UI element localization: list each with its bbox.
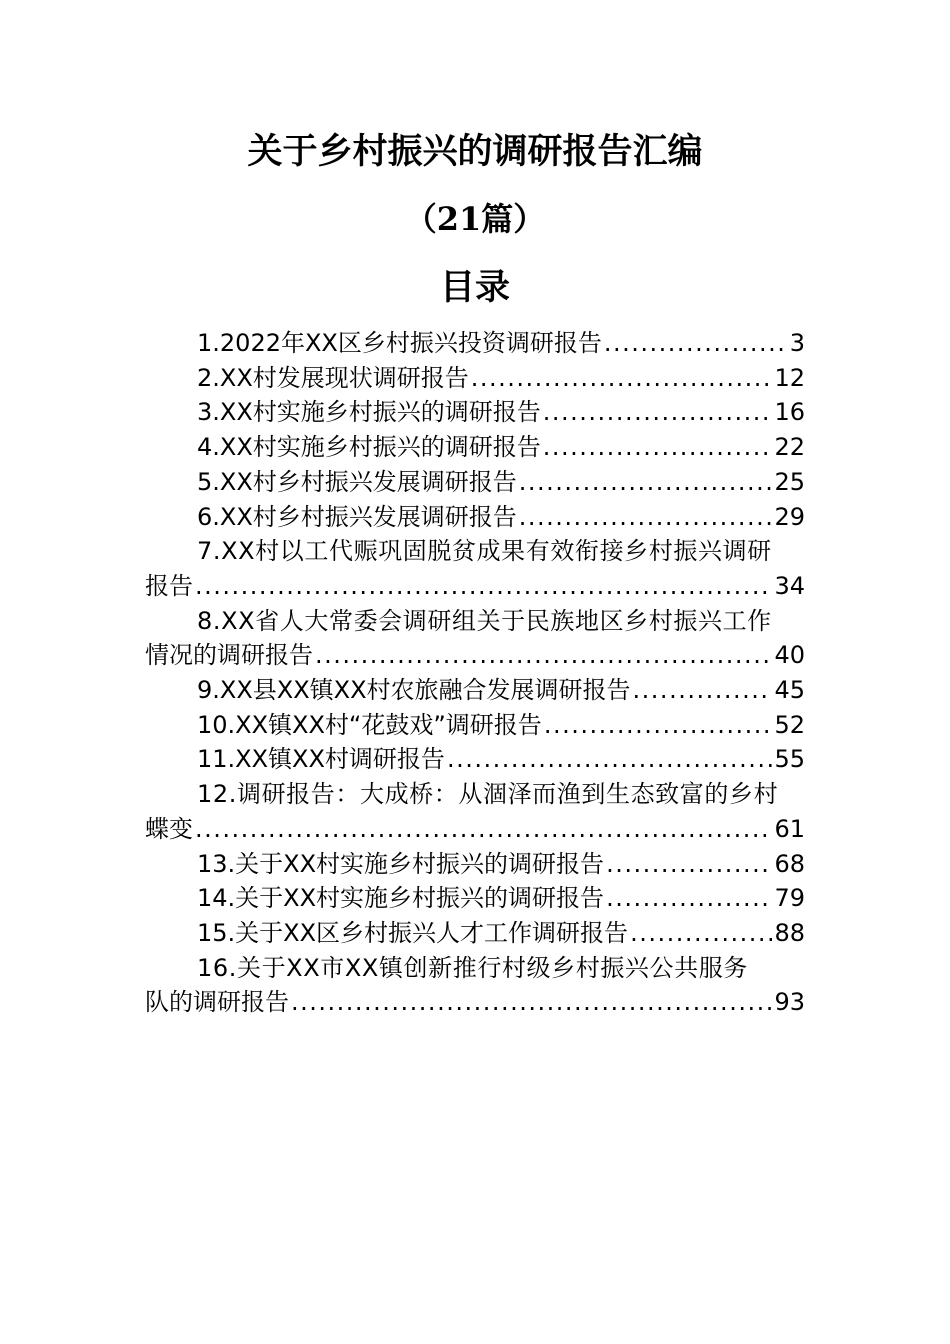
toc-entry[interactable] bbox=[145, 430, 805, 465]
toc-entry[interactable] bbox=[145, 604, 805, 673]
dot-leader bbox=[543, 395, 773, 430]
toc-page-number: 12 bbox=[774, 363, 805, 392]
dot-leader bbox=[543, 430, 773, 465]
toc-entry[interactable] bbox=[145, 326, 805, 361]
toc-entry-title: 11.XX镇XX村调研报告 bbox=[197, 745, 445, 774]
dot-leader bbox=[315, 638, 772, 673]
toc-entry-title: 9.XX县XX镇XX村农旅融合发展调研报告 bbox=[197, 676, 631, 705]
toc-entry-title: 10.XX镇XX村“花鼓戏”调研报告 bbox=[197, 710, 542, 739]
toc-entry-title: 14.关于XX村实施乡村振兴的调研报告 bbox=[197, 884, 605, 913]
toc-heading: 目录 bbox=[439, 267, 510, 308]
dot-leader bbox=[630, 916, 772, 951]
dot-leader bbox=[195, 569, 772, 604]
toc-entry[interactable] bbox=[145, 777, 805, 846]
dot-leader bbox=[606, 881, 772, 916]
toc-entry-title: 5.XX村乡村振兴发展调研报告 bbox=[197, 467, 517, 496]
toc-entry-title: 16.关于XX市XX镇创新推行村级乡村振兴公共服务 bbox=[197, 953, 748, 982]
document-title: 关于乡村振兴的调研报告汇编 bbox=[247, 131, 703, 172]
dot-leader bbox=[291, 985, 772, 1020]
toc-entry[interactable] bbox=[145, 361, 805, 396]
toc-entry-title: 7.XX村以工代赈巩固脱贫成果有效衔接乡村振兴调研 bbox=[197, 537, 772, 566]
toc-entry[interactable] bbox=[145, 881, 805, 916]
toc-entry[interactable] bbox=[145, 708, 805, 743]
dot-leader bbox=[544, 708, 773, 743]
toc-entry[interactable] bbox=[145, 673, 805, 708]
toc-entry-title: 3.XX村实施乡村振兴的调研报告 bbox=[197, 398, 541, 427]
toc-page-number: 16 bbox=[774, 398, 805, 427]
toc-entry-title-continued: 队的调研报告 bbox=[145, 988, 289, 1017]
toc-entry-title-continued: 情况的调研报告 bbox=[145, 641, 313, 670]
toc-entry[interactable] bbox=[145, 847, 805, 882]
toc-entry-title: 12.调研报告：大成桥：从涸泽而渔到生态致富的乡村 bbox=[197, 780, 779, 809]
toc-page-number: 55 bbox=[774, 745, 805, 774]
toc-entry[interactable] bbox=[145, 742, 805, 777]
dot-leader bbox=[471, 361, 773, 396]
toc-entry[interactable] bbox=[145, 916, 805, 951]
toc-entry-title: 2.XX村发展现状调研报告 bbox=[197, 363, 469, 392]
toc-entry[interactable] bbox=[145, 500, 805, 535]
toc-page-number: 88 bbox=[774, 918, 805, 947]
document-subtitle: （21篇） bbox=[404, 200, 546, 238]
toc-entry-title: 8.XX省人大常委会调研组关于民族地区乡村振兴工作 bbox=[197, 606, 772, 635]
dot-leader bbox=[195, 812, 772, 847]
toc-entry[interactable] bbox=[145, 395, 805, 430]
toc-page-number: 40 bbox=[774, 641, 805, 670]
toc-entry[interactable] bbox=[145, 465, 805, 500]
toc-entry-title: 13.关于XX村实施乡村振兴的调研报告 bbox=[197, 849, 605, 878]
toc-entry-title-continued: 报告 bbox=[145, 571, 193, 600]
dot-leader bbox=[606, 847, 772, 882]
dot-leader bbox=[519, 500, 773, 535]
table-of-contents bbox=[145, 326, 805, 1020]
dot-leader bbox=[604, 326, 788, 361]
toc-page-number: 79 bbox=[774, 884, 805, 913]
toc-page-number: 45 bbox=[774, 676, 805, 705]
dot-leader bbox=[633, 673, 773, 708]
toc-page-number: 3 bbox=[789, 329, 805, 357]
toc-entry-title: 6.XX村乡村振兴发展调研报告 bbox=[197, 502, 517, 531]
toc-entry[interactable] bbox=[145, 534, 805, 603]
toc-entry[interactable] bbox=[145, 951, 805, 1020]
toc-page-number: 25 bbox=[774, 467, 805, 496]
dot-leader bbox=[447, 742, 773, 777]
toc-entry-title: 4.XX村实施乡村振兴的调研报告 bbox=[197, 433, 541, 462]
toc-page-number: 61 bbox=[774, 814, 805, 843]
toc-page-number: 34 bbox=[774, 571, 805, 600]
toc-page-number: 68 bbox=[774, 849, 805, 878]
dot-leader bbox=[519, 465, 773, 500]
toc-entry-title: 15.关于XX区乡村振兴人才工作调研报告 bbox=[197, 918, 629, 947]
toc-entry-title: 1.2022年XX区乡村振兴投资调研报告 bbox=[197, 329, 602, 357]
toc-page-number: 22 bbox=[774, 433, 805, 462]
toc-page-number: 52 bbox=[774, 710, 805, 739]
toc-page-number: 93 bbox=[774, 988, 805, 1017]
toc-page-number: 29 bbox=[774, 502, 805, 531]
toc-entry-title-continued: 蝶变 bbox=[145, 814, 193, 843]
